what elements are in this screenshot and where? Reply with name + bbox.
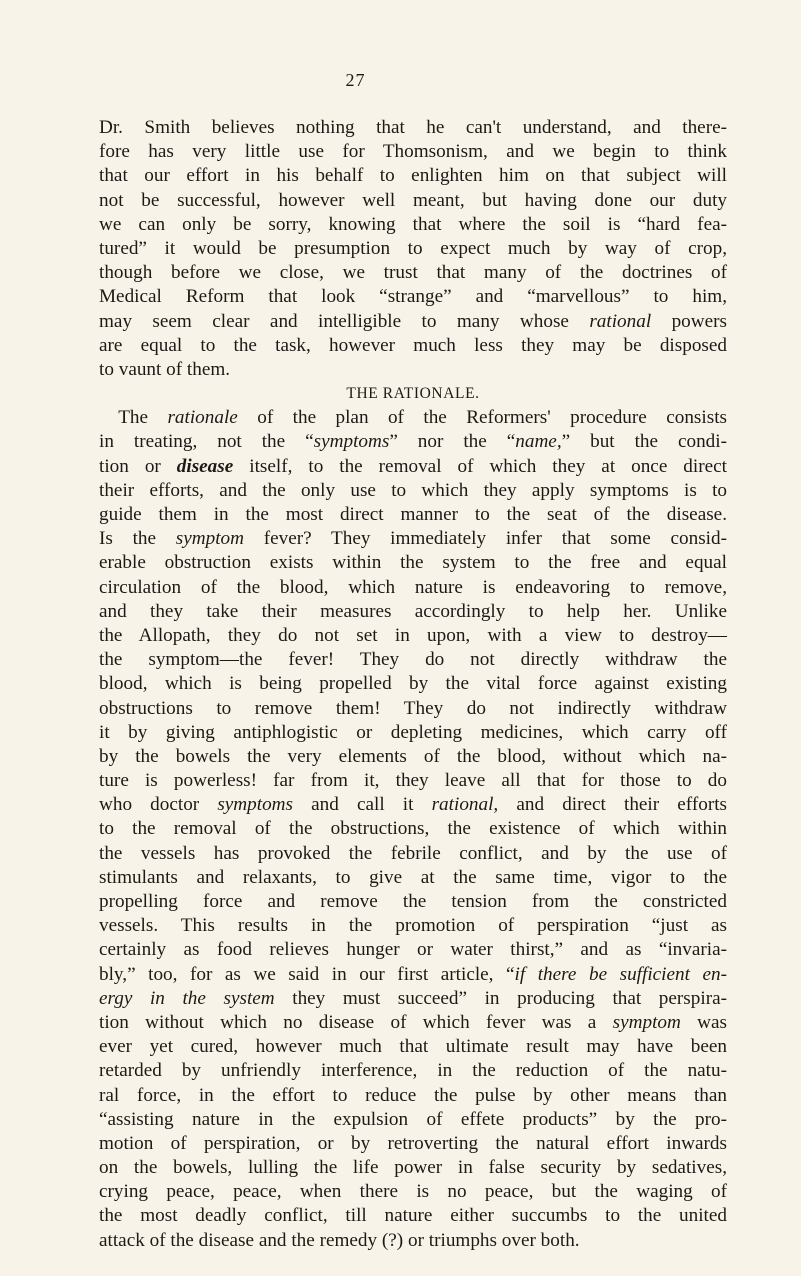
italic-text: if there be sufficient en- [514, 963, 727, 985]
text-line: circulation of the blood, which nature is endeavoring to remove, [99, 576, 727, 598]
text-run: ” nor the “ [389, 431, 516, 453]
text-line: guide them in the most direct manner to the seat of the disease. [99, 504, 727, 525]
text-line [99, 963, 727, 987]
italic-text: name, [515, 431, 562, 453]
text-line: “assisting nature in the expulsion of effete products” by the pro- [99, 1108, 727, 1130]
text-line: ever yet cured, however much that ultimate result may have been [99, 1036, 727, 1058]
text-line: ture is powerless! far from it, they leave all that for those to do [99, 770, 727, 792]
text-run: powers [651, 310, 727, 332]
text-line: the symptom—the fever! They do not directly withdraw the [99, 649, 727, 671]
italic-text: rationale [167, 407, 238, 429]
text-line: erable obstruction exists within the system to the free and equal [99, 552, 727, 574]
italic-text: symptoms [217, 794, 294, 816]
italic-text: symptom [175, 528, 244, 550]
text-line: by the bowels the very elements of the blood, without which na- [99, 745, 727, 767]
paragraph-1 [99, 116, 727, 382]
text-run: tion without which no disease of which fever was a [99, 1011, 613, 1033]
text-line: Dr. Smith believes nothing that he can't understand, and there- [99, 117, 727, 138]
text-line: retarded by unfriendly interference, in the reduction of the natu- [99, 1060, 727, 1082]
italic-text: symptoms [313, 431, 390, 453]
text-line: that our effort in his behalf to enlighten him on that subject will [99, 165, 727, 187]
text-line [99, 793, 727, 817]
page-number: 27 [345, 70, 366, 90]
page-body [99, 116, 727, 1253]
text-line [99, 455, 727, 479]
bold-italic-text: disease [176, 455, 234, 477]
text-run: and direct their efforts [498, 794, 728, 816]
text-run: they must succeed” in producing that perspira- [274, 987, 727, 1009]
text-run: ” but the condi- [561, 431, 727, 453]
text-run: was [680, 1011, 728, 1033]
text-run: and call it [293, 794, 432, 816]
text-run: fever? They immediately infer that some consid- [243, 528, 727, 550]
italic-text: ergy in the system [99, 987, 275, 1009]
text-line: ral force, in the effort to reduce the pulse by other means than [99, 1084, 727, 1106]
text-line [99, 310, 727, 334]
text-line: we can only be sorry, knowing that where the soil is “hard fea- [99, 213, 727, 235]
italic-text: rational [589, 310, 652, 332]
text-run: itself, to the removal of which they at once direct [233, 455, 727, 477]
text-line: stimulants and relaxants, to give at the same time, vigor to the [99, 866, 727, 888]
text-line: Medical Reform that look “strange” and “marvellous” to him, [99, 286, 727, 308]
text-line: propelling force and remove the tension from the constricted [99, 891, 727, 912]
text-run: bly,” too, for as we said in our first article, “ [99, 963, 515, 985]
text-line [99, 1011, 727, 1035]
text-line: tured” it would be presumption to expect much by way of crop, [99, 237, 727, 259]
section-heading: THE RATIONALE. [346, 385, 480, 403]
text-line [99, 987, 727, 1011]
text-line: fore has very little use for Thomsonism, and we begin to think [99, 141, 727, 163]
text-run: may seem clear and intelligible to many whose [99, 310, 590, 332]
text-line: it by giving antiphlogistic or depleting medicines, which carry off [99, 721, 727, 743]
text-line: are equal to the task, however much less they may be disposed [99, 334, 727, 356]
text-run: of the plan of the Reformers' procedure consists [237, 407, 727, 429]
text-line: the vessels has provoked the febrile conflict, and by the use of [99, 842, 727, 864]
text-line: blood, which is being propelled by the vital force against existing [99, 673, 727, 695]
text-line: the Allopath, they do not set in upon, with a view to destroy— [99, 624, 727, 646]
text-line: attack of the disease and the remedy (?) or triumphs over both. [99, 1229, 580, 1251]
italic-text: symptom [612, 1011, 681, 1033]
text-line: on the bowels, lulling the life power in false security by sedatives, [99, 1157, 727, 1179]
text-line: crying peace, peace, when there is no peace, but the waging of [99, 1181, 727, 1203]
text-line [99, 430, 727, 454]
italic-text: rational, [431, 794, 499, 816]
text-run: The [118, 407, 168, 429]
text-line: to the removal of the obstructions, the existence of which within [99, 818, 727, 840]
text-run: in treating, not the “ [99, 431, 314, 453]
text-line: though before we close, we trust that many of the doctrines of [99, 262, 727, 284]
text-run: tion or [99, 455, 177, 477]
text-line: their efforts, and the only use to which they apply symptoms is to [99, 479, 727, 501]
text-line: and they take their measures accordingly to help her. Unlike [99, 600, 727, 622]
text-line: to vaunt of them. [99, 358, 231, 380]
text-run: who doctor [99, 794, 218, 816]
text-run: Is the [99, 528, 176, 550]
text-line [99, 527, 727, 551]
text-line: not be successful, however well meant, but having done our duty [99, 189, 727, 211]
text-line: obstructions to remove them! They do not indirectly withdraw [99, 697, 727, 719]
text-line: the most deadly conflict, till nature either succumbs to the united [99, 1205, 727, 1227]
paragraph-2 [99, 406, 727, 1253]
text-line [99, 406, 727, 430]
text-line: motion of perspiration, or by retroverting the natural effort inwards [99, 1132, 727, 1154]
text-line: vessels. This results in the promotion of perspiration “just as [99, 915, 727, 937]
text-line: certainly as food relieves hunger or water thirst,” and as “invaria- [99, 939, 727, 961]
